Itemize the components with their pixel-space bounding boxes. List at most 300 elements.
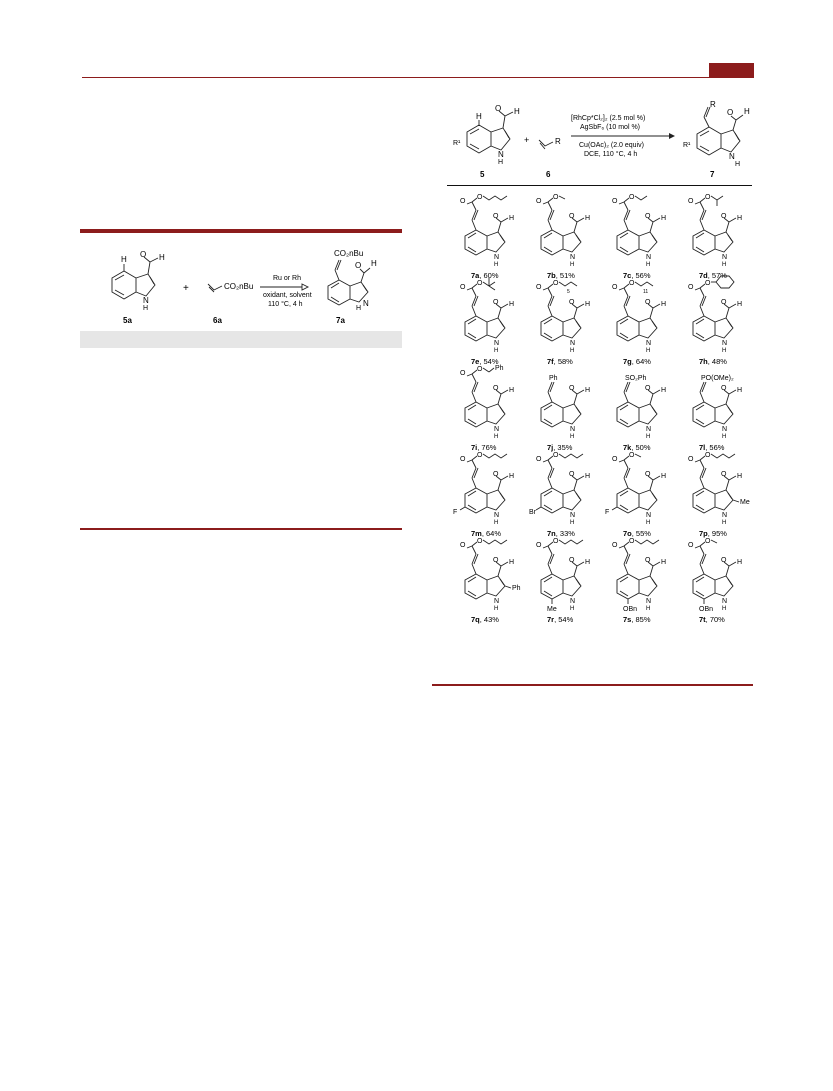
compound-id: 7g xyxy=(623,357,632,366)
compound-caption xyxy=(699,357,727,366)
atom-n: N xyxy=(646,254,652,261)
atom-o: O xyxy=(569,213,575,220)
benzene-ring xyxy=(617,230,639,255)
compound-id: 7p xyxy=(699,529,708,538)
atom-h: H xyxy=(737,301,743,308)
atom-h: H xyxy=(722,520,727,526)
substituent-label: SO₂Ph xyxy=(625,375,647,382)
atom-o: O xyxy=(493,299,499,306)
pyrrole-ring xyxy=(487,404,505,424)
benzene-ring xyxy=(541,574,563,599)
pyrrole-ring xyxy=(563,232,581,252)
atom-h: H xyxy=(514,107,520,116)
atom-h: H xyxy=(661,473,667,480)
atom-o: O xyxy=(536,542,542,549)
pyrrole-ring xyxy=(563,318,581,338)
compound-id: 7h xyxy=(699,357,708,366)
atom-h: H xyxy=(722,606,727,612)
butyl-chain xyxy=(711,454,735,458)
atom-h: H xyxy=(509,559,515,566)
atom-o: O xyxy=(460,284,466,291)
atom-n: N xyxy=(646,426,652,433)
atom-o: O xyxy=(645,213,651,220)
alkyl-chain xyxy=(559,282,577,286)
atom-n: N xyxy=(570,512,576,519)
compound-caption xyxy=(471,615,499,624)
atom-h: H xyxy=(494,520,499,526)
compound-id: 7o xyxy=(623,529,632,538)
compound-caption xyxy=(471,529,501,538)
atom-h: H xyxy=(476,112,482,121)
conditions-line-3: Cu(OAc)₂ (2.0 equiv) xyxy=(579,142,644,149)
atom-h: H xyxy=(570,520,575,526)
benzene-ring xyxy=(541,402,563,427)
atom-h: H xyxy=(661,559,667,566)
substituent-r1: R¹ xyxy=(683,142,691,149)
atom-h: H xyxy=(646,262,651,268)
atom-h: H xyxy=(509,387,515,394)
atom-o: O xyxy=(477,366,483,373)
c2-substituent: Me xyxy=(740,499,750,506)
atom-n: N xyxy=(494,254,500,261)
butyl-chain xyxy=(483,540,507,544)
atom-n: N xyxy=(722,340,728,347)
pyrrole-ring xyxy=(715,232,733,252)
product-7n xyxy=(529,452,590,538)
ring-substituent: Br xyxy=(529,509,536,516)
compound-caption xyxy=(547,443,573,452)
ring-substituent: Me xyxy=(547,606,557,613)
benzene-ring xyxy=(465,316,487,341)
benzene-ring xyxy=(693,488,715,513)
compound-id: 7i xyxy=(471,443,478,452)
product-7a xyxy=(460,194,514,280)
compound-caption xyxy=(699,271,727,280)
atom-n: N xyxy=(646,598,652,605)
product-7t xyxy=(688,538,742,624)
benzene-ring xyxy=(541,488,563,513)
compound-yield: , 58% xyxy=(553,357,573,366)
butyl-chain xyxy=(559,454,583,458)
ring-substituent: F xyxy=(605,509,610,516)
atom-n: N xyxy=(570,254,576,261)
atom-o: O xyxy=(612,542,618,549)
atom-n: N xyxy=(494,340,500,347)
atom-o: O xyxy=(705,538,711,545)
conditions-line-2: 110 °C, 4 h xyxy=(268,301,303,308)
atom-h: H xyxy=(494,348,499,354)
atom-n: N xyxy=(494,512,500,519)
atom-h: H xyxy=(585,473,591,480)
benzene-ring xyxy=(465,574,487,599)
pyrrole-ring xyxy=(563,404,581,424)
atom-h: H xyxy=(646,520,651,526)
product-group: CO₂nBu xyxy=(334,249,364,258)
product-7b xyxy=(536,194,590,280)
atom-o: O xyxy=(688,198,694,205)
atom-o: O xyxy=(553,280,559,287)
atom-n: N xyxy=(570,340,576,347)
atom-o: O xyxy=(612,456,618,463)
product-7q xyxy=(460,538,521,624)
compound-id: 7m xyxy=(471,529,482,538)
atom-h: H xyxy=(585,301,591,308)
compound-yield: , 50% xyxy=(631,443,651,452)
atom-o: O xyxy=(495,104,502,113)
atom-o: O xyxy=(460,198,466,205)
atom-h: H xyxy=(585,215,591,222)
compound-caption xyxy=(547,529,575,538)
table-column-header-row xyxy=(80,331,402,348)
atom-o: O xyxy=(536,198,542,205)
pyrrole-ring xyxy=(487,318,505,338)
atom-o: O xyxy=(688,284,694,291)
atom-n: N xyxy=(722,254,728,261)
butyl-chain xyxy=(483,196,507,200)
page-number-tab xyxy=(709,63,754,77)
atom-h: H xyxy=(509,215,515,222)
conditions-line-1: [RhCp*Cl₂]₂ (2.5 mol %) xyxy=(571,115,646,122)
compound-yield: , 54% xyxy=(479,357,499,366)
compound-id: 7b xyxy=(547,271,556,280)
figure-footer-rule xyxy=(432,684,753,686)
atom-h: H xyxy=(661,301,667,308)
atom-h: H xyxy=(646,348,651,354)
compound-caption xyxy=(547,271,575,280)
atom-o: O xyxy=(569,385,575,392)
benzene-ring xyxy=(617,574,639,599)
reactant-6-structure xyxy=(539,140,553,149)
atom-o: O xyxy=(629,452,635,459)
compound-yield: , 76% xyxy=(477,443,497,452)
atom-n: N xyxy=(363,299,369,308)
compound-label-6a: 6a xyxy=(213,316,222,325)
compound-caption xyxy=(699,443,725,452)
product-7i xyxy=(460,365,514,452)
compound-yield: , 64% xyxy=(631,357,651,366)
compound-id: 7j xyxy=(547,443,554,452)
benzene-ring xyxy=(693,230,715,255)
atom-o: O xyxy=(629,538,635,545)
benzene-ring xyxy=(617,316,639,341)
atom-h: H xyxy=(509,473,515,480)
atom-h: H xyxy=(722,434,727,440)
pyrrole-ring xyxy=(715,404,733,424)
atom-o: O xyxy=(140,250,147,259)
atom-h: H xyxy=(494,434,499,440)
ethyl-chain xyxy=(635,196,647,200)
atom-o: O xyxy=(721,557,727,564)
compound-yield: , 60% xyxy=(479,271,499,280)
compound-caption xyxy=(623,271,651,280)
atom-o: O xyxy=(493,385,499,392)
atom-h: H xyxy=(722,262,727,268)
compound-id: 7d xyxy=(699,271,708,280)
compound-id: 7r xyxy=(547,615,555,624)
atom-o: O xyxy=(629,194,635,201)
table-reaction-scheme xyxy=(80,240,402,330)
atom-h: H xyxy=(661,387,667,394)
atom-n: N xyxy=(722,426,728,433)
pyrrole-ring xyxy=(639,576,657,596)
atom-h: H xyxy=(737,215,743,222)
atom-n: N xyxy=(729,152,735,161)
c2-substituent: Ph xyxy=(512,585,521,592)
conditions-line-2: AgSbF₆ (10 mol %) xyxy=(580,124,641,131)
pyrrole-ring xyxy=(639,404,657,424)
product-7s xyxy=(612,538,666,624)
pyrrole-ring xyxy=(487,490,505,510)
atom-h: H xyxy=(356,305,362,312)
product-7g xyxy=(612,280,666,366)
pyrrole-ring xyxy=(715,490,733,510)
atom-o: O xyxy=(553,538,559,545)
atom-o: O xyxy=(477,538,483,545)
atom-h: H xyxy=(585,559,591,566)
atom-h: H xyxy=(494,606,499,612)
reactant-6a-structure xyxy=(208,284,222,292)
compound-label-7a: 7a xyxy=(336,316,345,325)
product-7m xyxy=(453,452,514,538)
compound-caption xyxy=(623,529,651,538)
alkyl-chain xyxy=(635,282,653,286)
atom-o: O xyxy=(477,280,483,287)
atom-h: H xyxy=(509,301,515,308)
table-header-bar xyxy=(80,229,402,233)
compound-yield: , 95% xyxy=(707,529,727,538)
atom-n: N xyxy=(494,426,500,433)
isopropyl-group xyxy=(711,196,723,200)
atom-o: O xyxy=(460,370,466,377)
atom-n: N xyxy=(646,340,652,347)
product-7l xyxy=(693,375,742,452)
atom-o: O xyxy=(645,557,651,564)
conditions-above: Ru or Rh xyxy=(273,275,302,282)
benzene-ring xyxy=(465,230,487,255)
conditions-line-4: DCE, 110 °C, 4 h xyxy=(584,151,638,158)
atom-n: N xyxy=(143,296,149,305)
pyrrole-ring xyxy=(639,232,657,252)
compound-yield: , 33% xyxy=(555,529,575,538)
compound-caption xyxy=(547,615,574,624)
pyrrole-ring xyxy=(487,232,505,252)
ring-substituent: F xyxy=(453,509,458,516)
atom-o: O xyxy=(460,542,466,549)
product-7o xyxy=(605,452,666,538)
atom-o: O xyxy=(705,194,711,201)
compound-yield: , 43% xyxy=(479,615,499,624)
product-7j xyxy=(541,375,590,452)
atom-o: O xyxy=(721,213,727,220)
atom-o: O xyxy=(727,108,734,117)
atom-h: H xyxy=(735,161,741,168)
atom-h: H xyxy=(570,606,575,612)
compound-yield: , 35% xyxy=(553,443,573,452)
product-7c xyxy=(612,194,666,280)
atom-h: H xyxy=(143,305,149,312)
phenyl-label: Ph xyxy=(495,365,504,372)
compound-yield: , 70% xyxy=(705,615,725,624)
compound-caption xyxy=(623,615,651,624)
compound-id: 7q xyxy=(471,615,480,624)
benzene-ring xyxy=(541,230,563,255)
atom-o: O xyxy=(612,284,618,291)
product-7k xyxy=(617,375,666,452)
atom-h: H xyxy=(722,348,727,354)
atom-o: O xyxy=(493,213,499,220)
atom-o: O xyxy=(629,280,635,287)
compound-caption xyxy=(471,271,499,280)
atom-o: O xyxy=(536,456,542,463)
compound-id: 7s xyxy=(623,615,632,624)
atom-n: N xyxy=(722,512,728,519)
pyrrole-ring xyxy=(563,576,581,596)
product-7h xyxy=(688,276,742,366)
benzene-ring xyxy=(617,488,639,513)
atom-o: O xyxy=(569,471,575,478)
product-grid xyxy=(447,190,753,630)
atom-o: O xyxy=(536,284,542,291)
atom-o: O xyxy=(645,385,651,392)
atom-h: H xyxy=(646,606,651,612)
atom-h: H xyxy=(570,434,575,440)
compound-yield: , 54% xyxy=(554,615,574,624)
compound-yield: , 57% xyxy=(707,271,727,280)
pyrrole-ring xyxy=(639,318,657,338)
pyrrole-ring xyxy=(639,490,657,510)
compound-yield: , 64% xyxy=(481,529,502,538)
compound-caption xyxy=(547,357,573,366)
atom-o: O xyxy=(721,299,727,306)
atom-o: O xyxy=(477,194,483,201)
atom-h: H xyxy=(371,259,377,268)
pyrrole-ring xyxy=(563,490,581,510)
atom-n: N xyxy=(494,598,500,605)
ring-substituent: OBn xyxy=(623,606,638,613)
compound-label-5a: 5a xyxy=(123,316,132,325)
atom-o: O xyxy=(645,471,651,478)
substituent-label: Ph xyxy=(549,375,558,382)
product-7d xyxy=(688,194,742,280)
atom-n: N xyxy=(646,512,652,519)
compound-label-6: 6 xyxy=(546,170,551,179)
atom-o: O xyxy=(569,557,575,564)
pyrrole-ring xyxy=(715,576,733,596)
atom-h: H xyxy=(737,387,743,394)
product-7f xyxy=(536,280,590,366)
benzene-ring xyxy=(693,316,715,341)
compound-id: 7k xyxy=(623,443,632,452)
atom-o: O xyxy=(493,471,499,478)
compound-yield: , 56% xyxy=(705,443,725,452)
compound-yield: , 56% xyxy=(631,271,651,280)
benzene-ring xyxy=(693,402,715,427)
compound-label-5: 5 xyxy=(480,170,485,179)
butyl-chain xyxy=(635,540,659,544)
atom-h: H xyxy=(159,253,165,262)
reactant-5-structure xyxy=(467,111,513,153)
atom-o: O xyxy=(460,456,466,463)
reactant-5a-structure xyxy=(112,257,158,299)
atom-h: H xyxy=(570,348,575,354)
alkene-group: R xyxy=(555,137,561,146)
substituent-label: PO(OMe)₂ xyxy=(701,375,734,382)
product-7e xyxy=(460,278,514,366)
atom-o: O xyxy=(569,299,575,306)
atom-n: N xyxy=(570,426,576,433)
atom-o: O xyxy=(553,194,559,201)
atom-h: H xyxy=(744,107,750,116)
compound-id: 7t xyxy=(699,615,706,624)
figure-reaction-scheme xyxy=(447,100,753,184)
compound-id: 7c xyxy=(623,271,632,280)
product-7-structure xyxy=(697,107,743,155)
table-footer-rule xyxy=(80,528,402,530)
atom-h: H xyxy=(121,255,127,264)
atom-h: H xyxy=(494,262,499,268)
benzene-ring xyxy=(465,488,487,513)
atom-o: O xyxy=(645,299,651,306)
compound-label-7: 7 xyxy=(710,170,715,179)
pyrrole-ring xyxy=(487,576,505,596)
atom-o: O xyxy=(612,198,618,205)
compound-id: 7n xyxy=(547,529,556,538)
plus-sign: + xyxy=(183,283,189,294)
atom-h: H xyxy=(737,559,743,566)
header-rule xyxy=(82,77,754,78)
atom-o: O xyxy=(721,385,727,392)
pyrrole-ring xyxy=(715,318,733,338)
compound-id: 7f xyxy=(547,357,554,366)
atom-o: O xyxy=(553,452,559,459)
atom-o: O xyxy=(688,542,694,549)
atom-n: N xyxy=(722,598,728,605)
compound-yield: , 51% xyxy=(555,271,575,280)
atom-h: H xyxy=(585,387,591,394)
compound-caption xyxy=(699,529,727,538)
compound-id: 7l xyxy=(699,443,706,452)
compound-id: 7e xyxy=(471,357,480,366)
atom-o: O xyxy=(493,557,499,564)
product-7p xyxy=(688,452,750,538)
atom-o: O xyxy=(688,456,694,463)
conditions-line-1: oxidant, solvent xyxy=(263,292,312,299)
acrylate-group: CO₂nBu xyxy=(224,282,254,291)
scheme-separator xyxy=(447,185,752,186)
atom-n: N xyxy=(570,598,576,605)
chain-count: 11 xyxy=(643,289,649,295)
compound-caption xyxy=(699,615,725,624)
compound-yield: , 55% xyxy=(631,529,651,538)
atom-h: H xyxy=(498,159,504,166)
benzene-ring xyxy=(693,574,715,599)
compound-caption xyxy=(623,443,651,452)
compound-caption xyxy=(623,357,651,366)
atom-o: O xyxy=(355,261,362,270)
atom-h: H xyxy=(570,262,575,268)
compound-yield: , 48% xyxy=(707,357,727,366)
atom-o: O xyxy=(477,452,483,459)
butyl-chain xyxy=(483,454,507,458)
compound-id: 7a xyxy=(471,271,480,280)
benzene-ring xyxy=(541,316,563,341)
chain-count: 5 xyxy=(567,289,570,295)
atom-o: O xyxy=(721,471,727,478)
atom-o: O xyxy=(705,280,711,287)
plus-sign: + xyxy=(524,135,530,145)
butyl-chain xyxy=(559,540,583,544)
substituent-r1: R¹ xyxy=(453,140,461,147)
